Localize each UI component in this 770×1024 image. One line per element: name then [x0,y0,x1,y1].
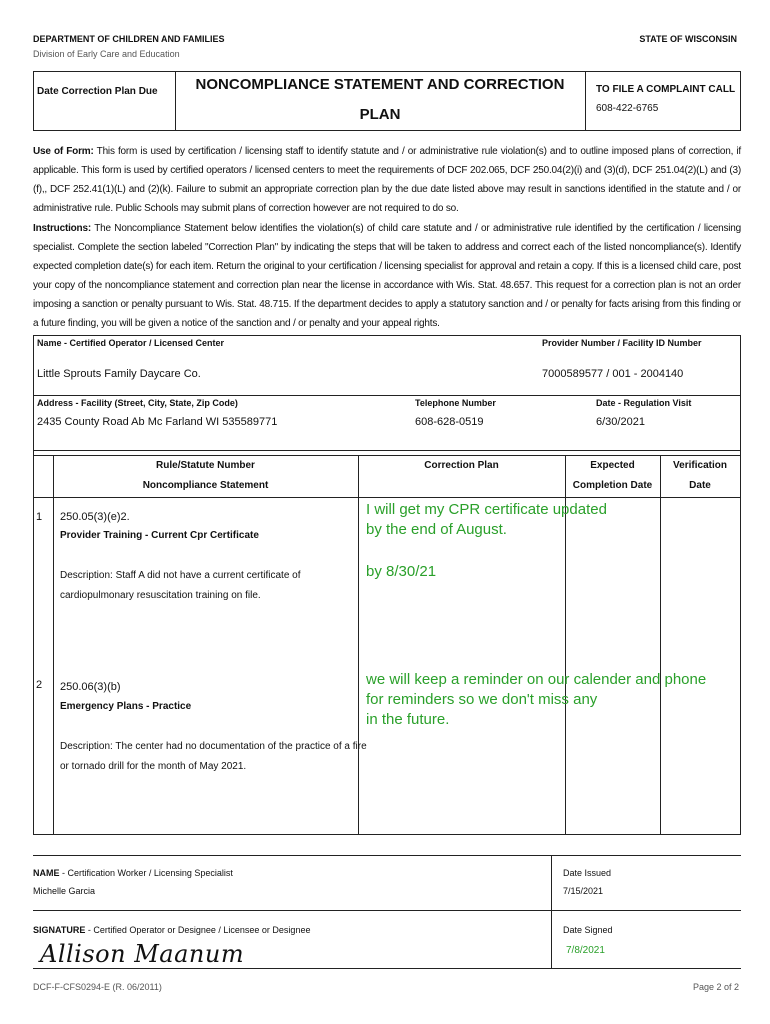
verification-header-line2: Date [689,480,711,491]
signature-handwritten[interactable]: Allison Maanum [40,940,245,968]
provider-id-value: 7000589577 / 001 - 2004140 [542,368,684,380]
use-of-form-text: This form is used by certification / licensing staff to identify statute and / or administrative rule violation(s) and to outline imposed plans of correction, if applicable. This form is used by certified operators / licensed centers to meet the requirements of DCF 202.065, DCF 250.04(2)(i) and (3)(d), DCF 251.04(2)(L) and (3)(f),, DCF 252.41(1)(L) and (2)(k). Failure to submit an appropriate correction plan by the due date listed above may result in sanctions identified in the statute and / or administrative rule. Public Schools may submit plans of correction however are not required to do so. [33,146,741,214]
rule-number: 250.05(3)(e)2. [60,511,130,523]
signature-label [33,925,310,935]
correction-plan-date[interactable]: by 8/30/21 [366,563,437,580]
form-title: NONCOMPLIANCE STATEMENT AND CORRECTION [195,76,565,93]
noncompliance-description: Description: Staff A did not have a current certificate of [60,570,301,581]
address-label: Address - Facility (Street, City, State, Zip Code) [37,398,238,408]
correction-plan-text[interactable]: we will keep a reminder on our calender and phone [366,671,707,688]
expected-header: Expected [590,460,635,471]
visit-date-value: 6/30/2021 [596,416,645,428]
date-issued-value: 7/15/2021 [563,886,604,896]
date-signed-value[interactable]: 7/8/2021 [566,945,605,956]
noncompliance-description: Description: The center had no documentation of the practice of a fire [60,741,367,752]
signature-label-rest: - Certified Operator or Designee / Licensee or Designee [85,925,311,935]
correction-plan-text-line2[interactable]: by the end of August. [366,521,507,538]
page-number: Page 2 of 2 [692,982,739,992]
rule-header: Rule/Statute Number [156,460,255,471]
row-number: 1 [36,511,43,523]
telephone-value: 608-628-0519 [415,416,484,428]
correction-due-label: Date Correction Plan Due [37,86,158,97]
use-of-form-paragraph [33,142,741,218]
verification-header: Verification [673,460,727,471]
complaint-phone: 608-422-6765 [596,103,659,114]
worker-name-value: Michelle Garcia [33,886,96,896]
visit-date-label: Date - Regulation Visit [596,398,692,408]
form-title-line2: PLAN [359,106,401,123]
department-name: DEPARTMENT OF CHILDREN AND FAMILIES [33,34,225,44]
noncompliance-description-line2: or tornado drill for the month of May 2021. [60,761,247,772]
provider-id-label: Provider Number / Facility ID Number [542,338,702,348]
provider-name-value: Little Sprouts Family Daycare Co. [37,368,201,380]
provider-name-label: Name - Certified Operator / Licensed Center [37,338,225,348]
rule-number: 250.06(3)(b) [60,681,121,693]
use-of-form-label: Use of Form: [33,146,94,157]
instructions-label: Instructions: [33,223,91,234]
noncompliance-header: Noncompliance Statement [142,480,269,491]
date-signed-label: Date Signed [563,925,613,935]
correction-plan-header: Correction Plan [424,460,499,471]
correction-plan-text-line3[interactable]: in the future. [366,711,450,728]
correction-plan-text[interactable]: I will get my CPR certificate updated [366,501,607,518]
rule-title: Provider Training - Current Cpr Certificate [60,530,259,541]
worker-name-label [33,868,233,878]
date-issued-label: Date Issued [563,868,612,878]
worker-name-label-rest: - Certification Worker / Licensing Specialist [59,868,233,878]
noncompliance-description-line2: cardiopulmonary resuscitation training on file. [60,590,261,601]
division-name: Division of Early Care and Education [33,49,180,59]
row-number: 2 [36,679,43,691]
expected-header-line2: Completion Date [572,480,653,491]
state-label: STATE OF WISCONSIN [639,34,737,44]
address-value: 2435 County Road Ab Mc Farland WI 535589771 [37,416,278,428]
instructions-text: The Noncompliance Statement below identifies the violation(s) of child care statute and / or administrative rule identified by the certification / licensing specialist. Complete the section labeled "Correction Plan" by indicating the steps that will be taken to address and correct each of the listed noncompliance(s). Identify expected completion date(s) for each item. Return the original to your certification / licensing specialist for approval and retain a copy. If this is a licensed child care, post your copy of the noncompliance statement and correction plan near the license in accordance with Wis. Stat. 48.657. This request for a correction plan is not an order imposing a sanction or penalty pursuant to Wis. Stat. 48.715. If the department decides to apply a statutory sanction and / or penalty for facts arising from this finding or a future finding, you will be given a notice of the sanction and / or penalty and your appeal rights. [33,223,741,329]
worker-name-label-bold: NAME [33,868,60,878]
correction-plan-text-line2[interactable]: for reminders so we don't miss any [366,691,598,708]
signature-label-bold: SIGNATURE [33,925,86,935]
rule-title: Emergency Plans - Practice [60,701,192,712]
complaint-label: TO FILE A COMPLAINT CALL [596,84,736,95]
form-code: DCF-F-CFS0294-E (R. 06/2011) [33,982,162,992]
telephone-label: Telephone Number [415,398,496,408]
instructions-paragraph [33,219,741,333]
